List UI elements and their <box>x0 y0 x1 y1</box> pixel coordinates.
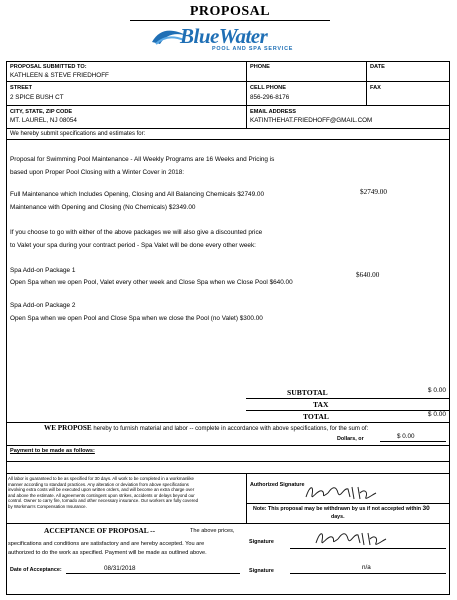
body-line: Spa Add-on Package 1 <box>10 267 76 274</box>
date-of-acceptance-value: 08/31/2018 <box>104 565 136 572</box>
body-line: Maintenance with Opening and Closing (No Chemicals) $2349.00 <box>10 204 196 211</box>
title-underline <box>130 20 330 21</box>
dollars-underline <box>380 441 446 442</box>
submitted-to-label: PROPOSAL SUBMITTED TO: <box>10 64 87 70</box>
body-line: Spa Add-on Package 2 <box>10 302 76 309</box>
payment-label: Payment to be made as follows: <box>10 448 95 454</box>
note-days: 30 <box>422 505 430 512</box>
city-value: MT. LAUREL, NJ 08054 <box>10 117 77 124</box>
terms-line: All labor is guaranteed to be as specified for 30 days. All work to be completed in a workmanlike <box>8 476 194 481</box>
phone-label: PHONE <box>250 64 270 70</box>
row-divider <box>246 398 450 399</box>
col-divider <box>366 61 367 105</box>
customer-signature-image <box>312 527 390 549</box>
row-divider <box>6 139 450 140</box>
cell-phone-label: CELL PHONE <box>250 85 286 91</box>
street-value: 2 SPICE BUSH CT <box>10 94 64 101</box>
terms-line: control. Owner to carry fire, tornado and other necessary insurance. Our workers are fully covered <box>8 498 199 504</box>
signature-line <box>290 573 446 574</box>
total-label: TOTAL <box>303 412 329 421</box>
row-divider <box>246 503 450 504</box>
propose-rest: hereby to furnish material and labor -- complete in accordance with above specifications, for the sum of: <box>91 426 369 432</box>
row-divider <box>6 473 450 474</box>
date-of-acceptance-label: Date of Acceptance: <box>10 567 62 573</box>
acceptance-text: authorized to do the work as specified. Payment will be made as outlined above. <box>8 550 207 556</box>
email-label: EMAIL ADDRESS <box>250 109 296 115</box>
signature-line <box>290 548 446 549</box>
subtotal-label: SUBTOTAL <box>287 388 328 397</box>
authorized-signature-image <box>302 481 380 503</box>
acceptance-text: The above prices, <box>190 528 235 534</box>
logo-tagline: POOL AND SPA SERVICE <box>212 46 294 52</box>
body-line: Open Spa when we open Pool, Valet every other week and Close Spa when we Close Pool $640.00 <box>10 279 293 286</box>
row-divider <box>6 105 450 106</box>
body-line: to Valet your spa during your contract period - Spa Valet will be done every other week: <box>10 242 256 249</box>
note-days-label: days. <box>331 514 345 520</box>
submitted-to-value: KATHLEEN & STEVE FRIEDHOFF <box>10 72 109 79</box>
row-divider <box>6 81 450 82</box>
terms-text <box>8 476 244 510</box>
dollars-value: $ 0.00 <box>397 433 415 440</box>
payment-line <box>6 461 450 462</box>
intro-text: We hereby submit specifications and estimates for: <box>10 131 146 137</box>
body-line: Proposal for Swimming Pool Maintenance - All Weekly Programs are 16 Weeks and Pricing is <box>10 156 275 163</box>
dollars-label: Dollars, or <box>337 436 364 442</box>
tax-label: TAX <box>313 400 329 409</box>
authorized-signature-label: Authorized Signature <box>250 482 305 488</box>
withdraw-note <box>253 505 448 521</box>
body-line: If you choose to go with either of the above packages we will also give a discounted price <box>10 229 263 236</box>
terms-line: involving extra costs will be executed upon written orders, and will become an extra charge over <box>8 487 195 493</box>
row-divider <box>6 523 450 524</box>
body-line: Full Maintenance which Includes Opening, Closing and All Balancing Chemicals $2749.00 <box>10 191 265 198</box>
price-full-maintenance: $2749.00 <box>360 188 387 196</box>
col-divider <box>246 473 247 523</box>
acceptance-text: specifications and conditions are satisfactory and are hereby accepted. You are <box>8 541 205 547</box>
propose-text <box>44 424 368 432</box>
note-text: Note: This proposal may be withdrawn by us if not accepted within <box>253 506 422 512</box>
subtotal-value: $ 0.00 <box>427 387 446 394</box>
terms-line: and above the estimate. All agreements contingent upon strikes, accidents or delays beyond our <box>8 492 195 498</box>
second-signature-value: n/a <box>362 564 371 571</box>
price-spa-package-1: $640.00 <box>356 271 380 279</box>
total-value: $ 0.00 <box>427 411 446 418</box>
terms-line: by Workman's Compensation Insurance. <box>8 503 87 509</box>
cell-phone-value: 856-296-8176 <box>250 94 290 101</box>
row-divider <box>6 422 450 423</box>
propose-bold: WE PROPOSE <box>44 424 92 432</box>
date-line <box>66 573 240 574</box>
company-logo <box>150 22 320 54</box>
fax-label: FAX <box>370 85 381 91</box>
proposal-title: PROPOSAL <box>189 4 271 19</box>
email-value: KATINTHEHAT.FRIEDHOFF@GMAIL.COM <box>250 117 373 124</box>
street-label: STREET <box>10 85 33 91</box>
body-line: Open Spa when we open Pool and Close Spa when we close the Pool (no Valet) $300.00 <box>10 315 263 322</box>
signature-label-2: Signature <box>249 568 274 574</box>
logo-wordmark: BlueWater <box>180 24 268 48</box>
terms-line: manner according to standard practices. Any alteration or deviation from above specifications <box>8 481 189 487</box>
date-label: DATE <box>370 64 385 70</box>
col-divider <box>246 61 247 128</box>
row-divider <box>6 445 450 446</box>
acceptance-title: ACCEPTANCE OF PROPOSAL -- <box>44 526 156 535</box>
body-line: based upon Proper Pool Closing with a Winter Cover in 2018: <box>10 169 185 176</box>
signature-label: Signature <box>249 539 274 545</box>
row-divider <box>6 128 450 129</box>
city-label: CITY, STATE, ZIP CODE <box>10 109 73 115</box>
